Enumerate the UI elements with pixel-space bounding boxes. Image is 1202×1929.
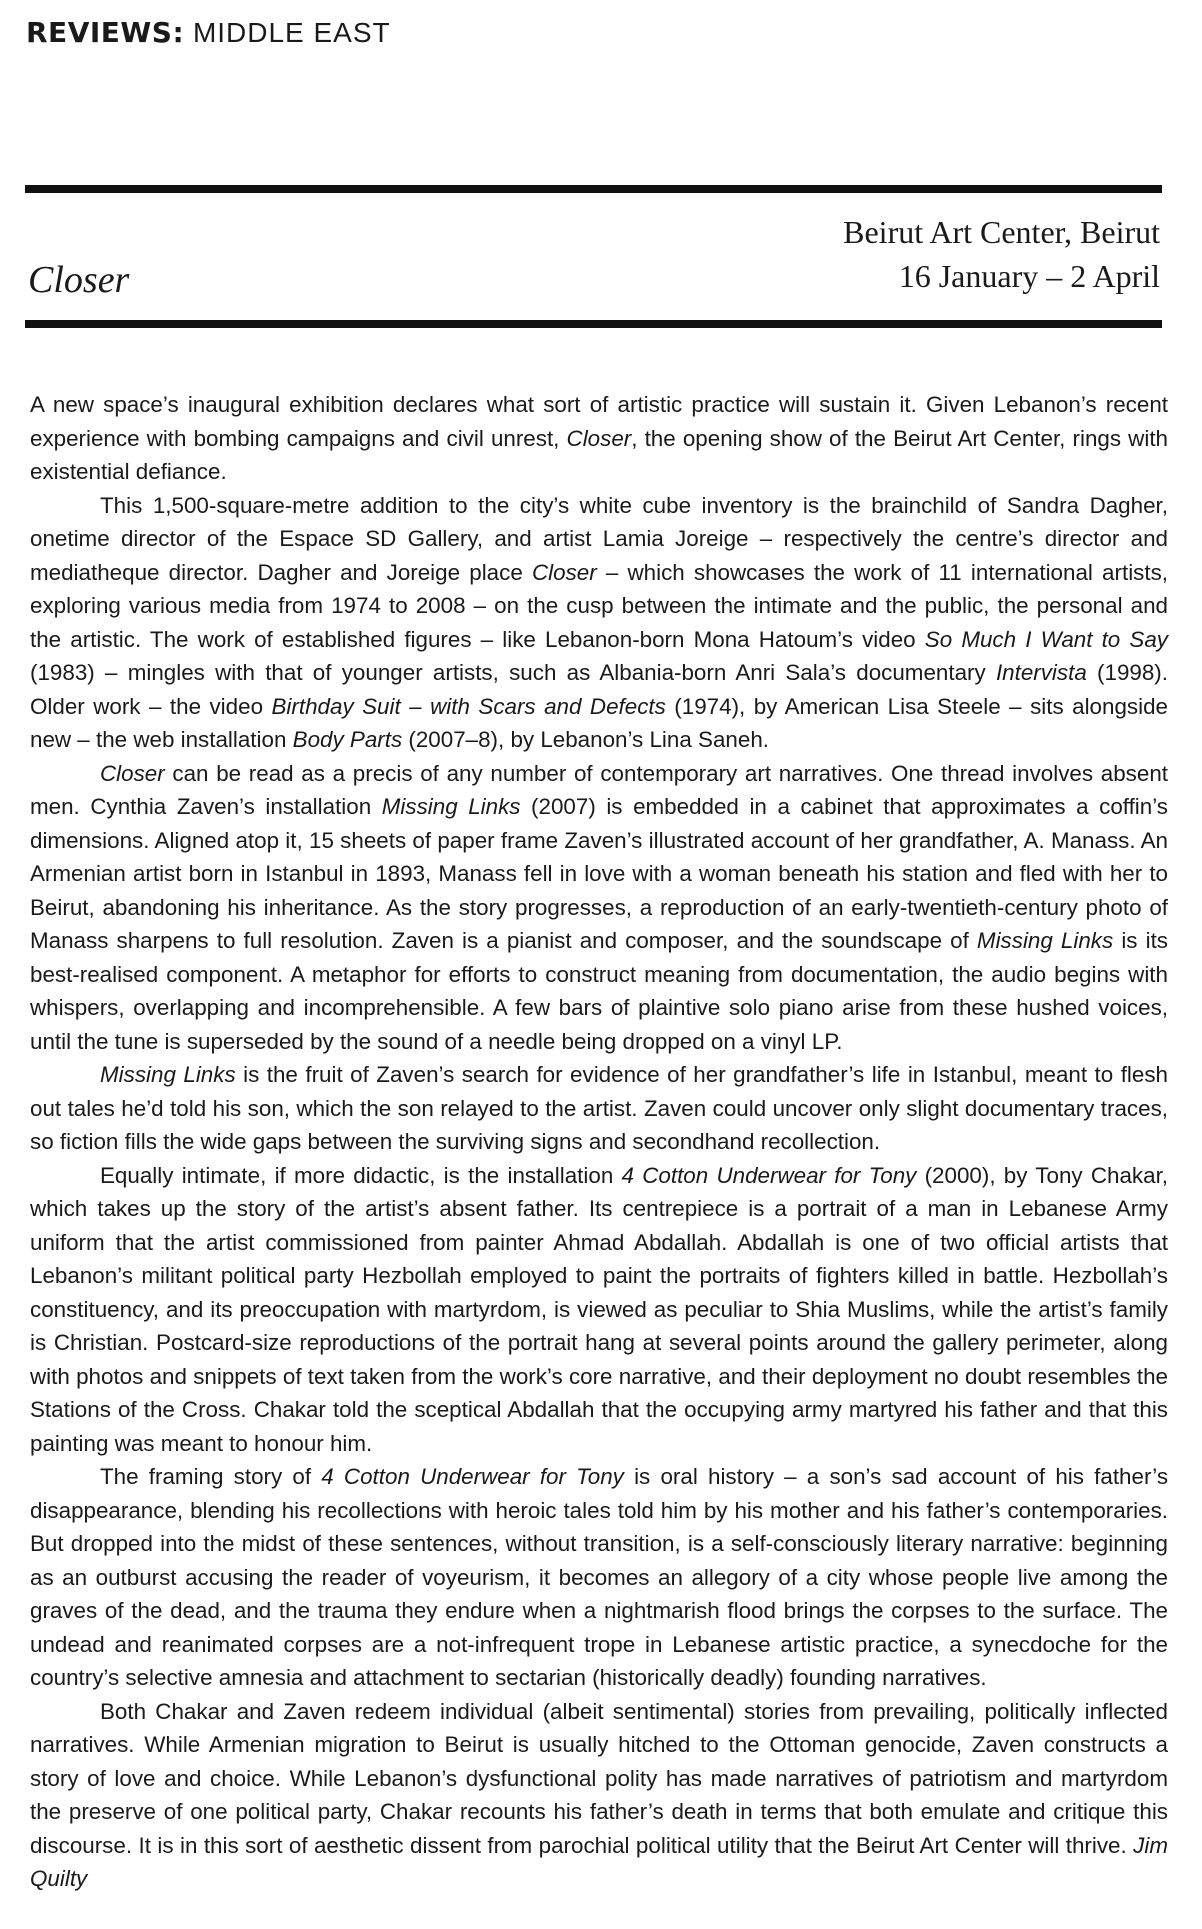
review-title: Closer xyxy=(28,259,130,301)
paragraph-5 xyxy=(30,1159,1168,1461)
italic-title: 4 Cotton Underwear for Tony xyxy=(621,1162,917,1188)
italic-title: Missing Links xyxy=(381,794,521,819)
text-run: (2007) is embedded in a cabinet that approximates a coffin’s dimensions. Aligned atop it, 15 sheets of paper frame Zaven’s illustrated account of her grandfather, A. Manass. An Armenian artist born in Istanbul in 1893, Manass fell in love with a woman beneath his station and fled with her to Beirut, abandoning his inheritance. As the story progresses, a reproduction of an early-twentieth-century photo of Manass sharpens to full resolution. Zaven is a pianist and composer, and the soundscape of xyxy=(30,794,1168,953)
text-run: can be read as a precis of any number of contemporary art narratives. One thread involves absent men. Cynthia Zaven’s installation xyxy=(30,760,1168,819)
paragraph-3 xyxy=(30,757,1168,1059)
paragraph-6 xyxy=(30,1460,1168,1695)
italic-title: So Much I Want to Say xyxy=(924,626,1168,652)
paragraph-2 xyxy=(30,489,1168,757)
text-run: is its best-realised component. A metaphor for efforts to construct meaning from documentation, the audio begins with whispers, overlapping and incomprehensible. A few bars of plaintive solo piano arise from these hushed voices, until the tune is superseded by the sound of a needle being dropped on a vinyl LP. xyxy=(30,928,1168,1054)
text-run: – which showcases the work of 11 international artists, exploring various media from 1974 to 2008 – on the cusp between the intimate and the public, the personal and the artistic. The work of established figures – like Lebanon-born Mona Hatoum’s video xyxy=(30,559,1168,652)
italic-title: Birthday Suit – with Scars and Defects xyxy=(271,693,666,719)
venue-name: Beirut Art Center, Beirut xyxy=(843,214,1160,250)
text-run: is oral history – a son’s sad account of his father’s disappearance, blending his recollections with heroic tales told him by his mother and his father’s contemporaries. But dropped into the midst of these sentences, without transition, is a self-consciously literary narrative: beginning as an outburst accusing the reader of voyeurism, it becomes an allegory of a city whose people live among the graves of the dead, and the trauma they endure when a nightmarish flood brings the corpses to the surface. The undead and reanimated corpses are a not-infrequent trope in Lebanese artistic practice, a synecdoche for the country’s selective amnesia and attachment to sectarian (historically deadly) founding narratives. xyxy=(30,1464,1169,1690)
italic-title: Body Parts xyxy=(292,727,403,752)
text-run: (1974), by American Lisa Steele – sits alongside new – the web installation xyxy=(30,693,1168,752)
text-run: (1998). Older work – the video xyxy=(30,660,1168,719)
section-prefix: REVIEWS: xyxy=(26,16,185,49)
italic-title: Missing Links xyxy=(976,928,1114,953)
text-run: (2007–8), by Lebanon’s Lina Saneh. xyxy=(402,727,769,752)
paragraph-1 xyxy=(30,388,1168,489)
italic-title: Closer xyxy=(566,425,632,451)
top-rule xyxy=(25,185,1162,193)
text-run: Equally intimate, if more didactic, is the installation xyxy=(100,1162,622,1188)
text-run: This 1,500-square-metre addition to the city’s white cube inventory is the brainchild of Sandra Dagher, onetime director of the Espace SD Gallery, and artist Lamia Joreige – respectively the centre’s director and mediatheque director. Dagher and Joreige place xyxy=(30,492,1168,585)
article-body xyxy=(30,388,1168,1896)
text-run: is the fruit of Zaven’s search for evidence of her grandfather’s life in Istanbul, meant to flesh out tales he’d told his son, which the son relayed to the artist. Zaven could uncover only slight documentary traces, so fiction fills the wide gaps between the surviving signs and secondhand recollection. xyxy=(30,1062,1168,1154)
venue-block xyxy=(843,210,1160,298)
text-run: A new space’s inaugural exhibition declares what sort of artistic practice will sustain it. Given Lebanon’s recent experience with bombing campaigns and civil unrest, xyxy=(30,392,1168,451)
author-byline: Jim Quilty xyxy=(30,1832,1168,1891)
text-run: Both Chakar and Zaven redeem individual (albeit sentimental) stories from prevailing, politically inflected narratives. While Armenian migration to Beirut is usually hitched to the Ottoman genocide, Zaven constructs a story of love and choice. While Lebanon’s dysfunctional polity has made narratives of patriotism and martyrdom the preserve of one political party, Chakar recounts his father’s death in terms that both emulate and critique this discourse. It is in this sort of aesthetic dissent from parochial political utility that the Beirut Art Center will thrive. xyxy=(30,1698,1168,1858)
paragraph-7 xyxy=(30,1695,1168,1896)
italic-title: 4 Cotton Underwear for Tony xyxy=(321,1464,624,1489)
text-run: (2000), by Tony Chakar, which takes up the story of the artist’s absent father. Its centrepiece is a portrait of a man in Lebanese Army uniform that the artist commissioned from painter Ahmad Abdallah. Abdallah is one of two official artists that Lebanon’s militant political party Hezbollah employed to paint the portraits of fighters killed in battle. Hezbollah’s constituency, and its preoccupation with martyrdom, is viewed as peculiar to Shia Muslims, while the artist’s family is Christian. Postcard-size reproductions of the portrait hang at several points around the gallery perimeter, along with photos and snippets of text taken from the work’s core narrative, and their deployment no doubt resembles the Stations of the Cross. Chakar told the sceptical Abdallah that the occupying army martyred his father and that this painting was meant to honour him. xyxy=(30,1162,1169,1456)
paragraph-4 xyxy=(30,1058,1168,1159)
italic-title: Intervista xyxy=(995,660,1087,685)
text-run: The framing story of xyxy=(100,1464,322,1489)
text-run: (1983) – mingles with that of younger artists, such as Albania-born Anri Sala’s documentary xyxy=(30,660,996,685)
section-label xyxy=(26,16,391,49)
exhibition-dates: 16 January – 2 April xyxy=(898,258,1160,294)
italic-title: Closer xyxy=(100,760,165,786)
italic-title: Closer xyxy=(531,559,597,585)
section-name: MIDDLE EAST xyxy=(192,17,391,48)
text-run: , the opening show of the Beirut Art Center, rings with existential defiance. xyxy=(30,425,1168,484)
bottom-rule xyxy=(25,320,1162,328)
italic-title: Missing Links xyxy=(100,1062,236,1087)
